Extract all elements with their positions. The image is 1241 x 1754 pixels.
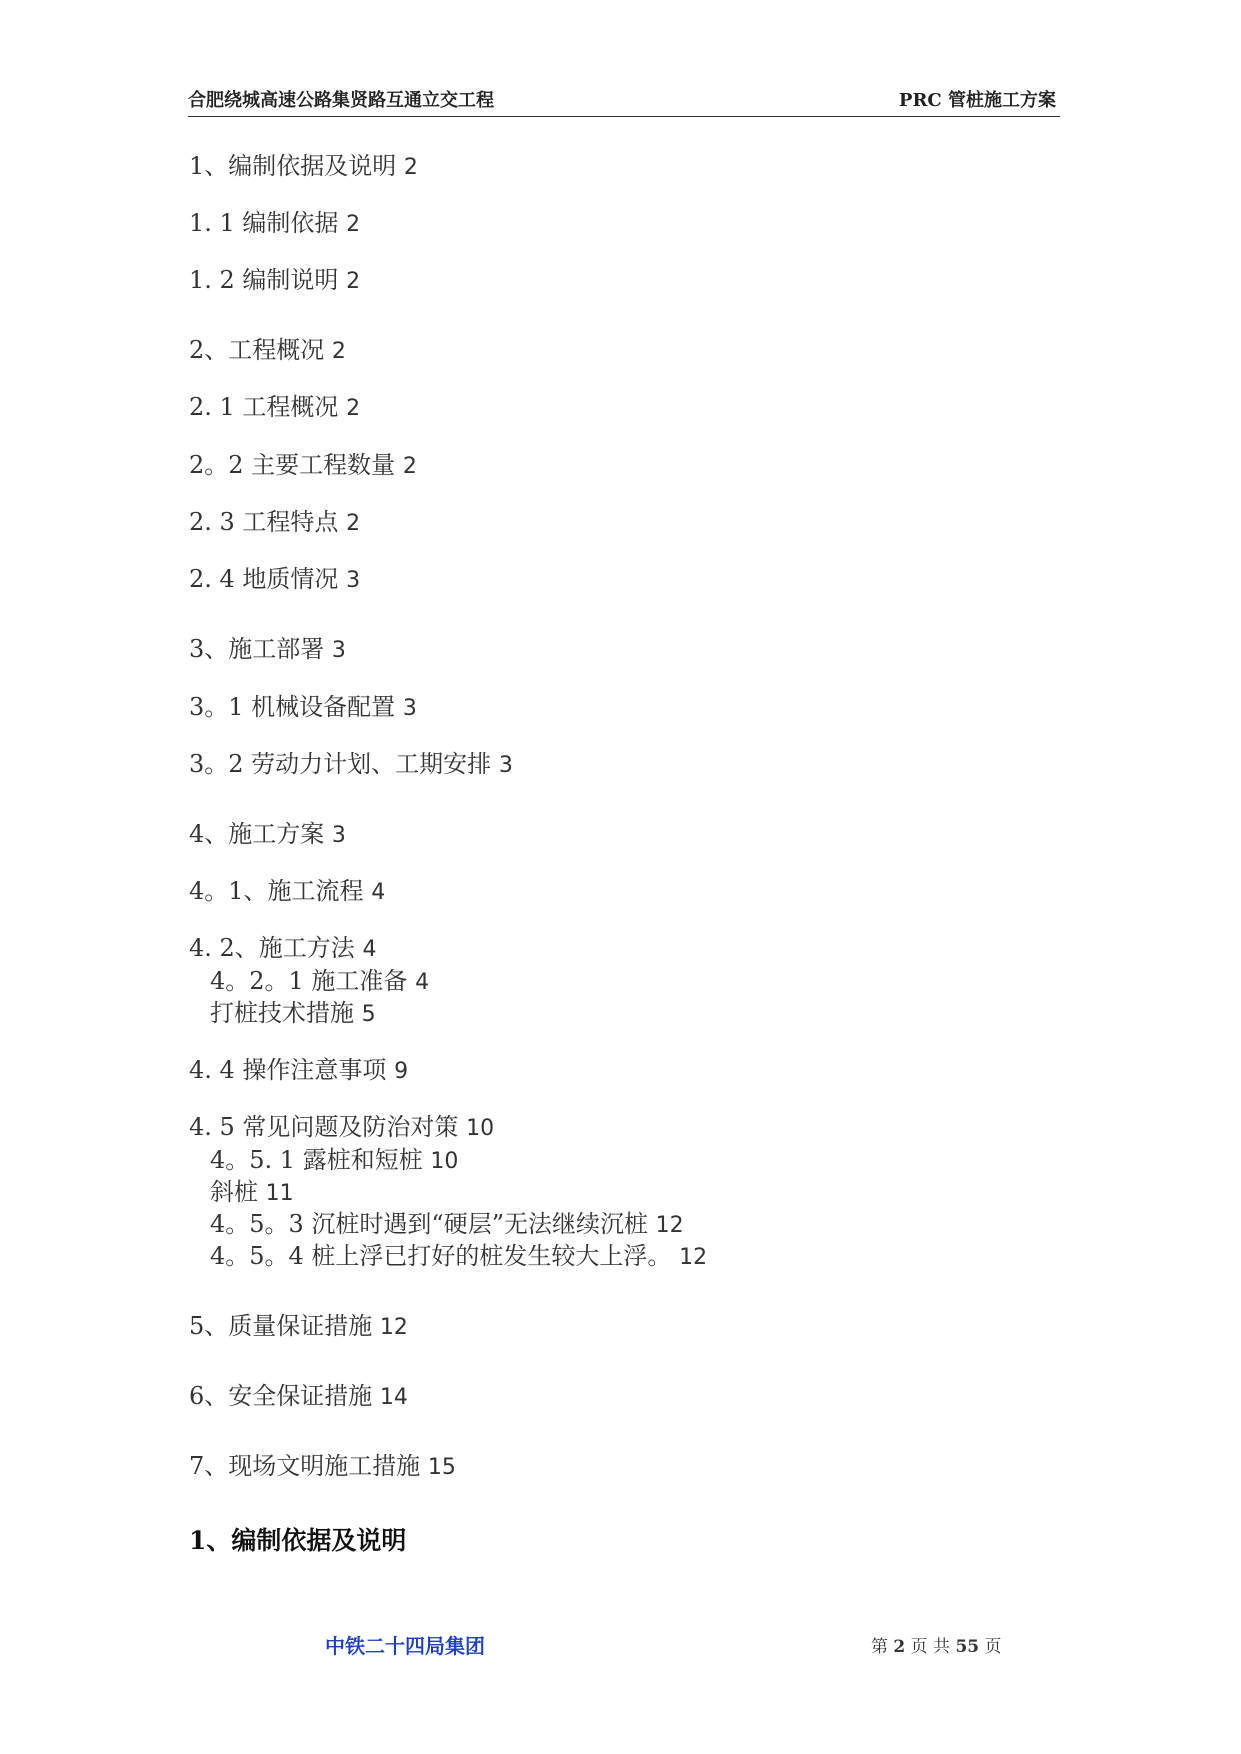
toc-item-page: 2 bbox=[402, 454, 417, 479]
toc-item-title: 7、现场文明施工措施 bbox=[189, 1452, 421, 1480]
toc-item-title: 4. 4 操作注意事项 bbox=[189, 1056, 387, 1084]
footer-current-page: 2 bbox=[893, 1637, 906, 1657]
toc-item-page: 3 bbox=[331, 638, 346, 663]
toc-item[interactable] bbox=[189, 876, 385, 908]
toc-item-page: 10 bbox=[466, 1116, 495, 1141]
toc-item[interactable] bbox=[189, 208, 360, 240]
toc-item-title: 3、施工部署 bbox=[189, 635, 325, 663]
toc-item-title: 2. 4 地质情况 bbox=[189, 565, 339, 593]
toc-item-page: 4 bbox=[415, 970, 430, 995]
toc-item[interactable] bbox=[189, 392, 360, 424]
toc-item[interactable] bbox=[189, 819, 346, 851]
toc-item-page: 12 bbox=[379, 1315, 408, 1340]
toc-item-title: 2。2 主要工程数量 bbox=[189, 451, 396, 479]
toc-item-page: 2 bbox=[331, 339, 346, 364]
toc-item-title: 4。5。4 桩上浮已打好的桩发生较大上浮。 bbox=[210, 1242, 672, 1270]
toc-item[interactable] bbox=[189, 335, 346, 367]
toc-item-title: 4。5。3 沉桩时遇到“硬层”无法继续沉桩 bbox=[210, 1210, 648, 1238]
toc-item[interactable] bbox=[189, 1112, 494, 1144]
toc-item-title: 2、工程概况 bbox=[189, 336, 325, 364]
toc-item-title: 3。1 机械设备配置 bbox=[189, 693, 396, 721]
footer-total-pages: 55 bbox=[955, 1637, 980, 1657]
footer-company: 中铁二十四局集团 bbox=[325, 1634, 485, 1658]
footer-page-suffix: 页 bbox=[984, 1637, 1002, 1657]
toc-item-title: 1. 1 编制依据 bbox=[189, 209, 339, 237]
toc-item[interactable] bbox=[189, 1381, 408, 1413]
toc-item-page: 4 bbox=[362, 937, 377, 962]
toc-item-title: 2. 1 工程概况 bbox=[189, 393, 339, 421]
toc-item[interactable] bbox=[189, 692, 417, 724]
toc-item[interactable] bbox=[210, 966, 429, 998]
footer-page-prefix: 第 bbox=[871, 1637, 888, 1657]
toc-item[interactable] bbox=[189, 507, 360, 539]
toc-item[interactable] bbox=[210, 998, 376, 1030]
toc-item[interactable] bbox=[210, 1209, 684, 1241]
toc-item[interactable] bbox=[210, 1145, 458, 1177]
toc-item-page: 11 bbox=[265, 1181, 294, 1206]
toc-item[interactable] bbox=[189, 265, 360, 297]
toc-item-page: 2 bbox=[346, 511, 361, 536]
footer-page-number bbox=[871, 1632, 1002, 1657]
toc-item-title: 5、质量保证措施 bbox=[189, 1312, 373, 1340]
header-document-title: PRC 管桩施工方案 bbox=[898, 90, 1056, 111]
toc-item-page: 3 bbox=[402, 696, 417, 721]
toc-item-title: 6、安全保证措施 bbox=[189, 1382, 373, 1410]
toc-item[interactable] bbox=[189, 634, 346, 666]
section-heading: 1、编制依据及说明 bbox=[189, 1526, 407, 1555]
toc-item[interactable] bbox=[210, 1241, 707, 1273]
toc-item[interactable] bbox=[189, 151, 418, 183]
toc-item-title: 4。2。1 施工准备 bbox=[210, 967, 408, 995]
toc-item-page: 2 bbox=[346, 396, 361, 421]
footer-page-mid: 页 共 bbox=[910, 1637, 951, 1657]
toc-item-page: 3 bbox=[346, 568, 361, 593]
toc-item-title: 2. 3 工程特点 bbox=[189, 508, 339, 536]
toc-item[interactable] bbox=[189, 564, 360, 596]
toc-item-title: 4. 2、施工方法 bbox=[189, 934, 355, 962]
toc-item-page: 3 bbox=[498, 753, 513, 778]
toc-item-page: 12 bbox=[655, 1213, 684, 1238]
toc-item-title: 4. 5 常见问题及防治对策 bbox=[189, 1113, 459, 1141]
header-project-title: 合肥绕城高速公路集贤路互通立交工程 bbox=[188, 90, 494, 111]
toc-item[interactable] bbox=[189, 933, 376, 965]
toc-item-title: 斜桩 bbox=[210, 1178, 258, 1206]
toc-item-page: 9 bbox=[394, 1059, 409, 1084]
toc-item-page: 2 bbox=[346, 269, 361, 294]
toc-item-title: 1. 2 编制说明 bbox=[189, 266, 339, 294]
toc-item[interactable] bbox=[189, 450, 417, 482]
toc-item-title: 1、编制依据及说明 bbox=[189, 152, 397, 180]
toc-item-page: 2 bbox=[403, 155, 418, 180]
toc-item-page: 14 bbox=[379, 1385, 408, 1410]
toc-item-title: 4。1、施工流程 bbox=[189, 877, 364, 905]
toc-item-title: 打桩技术措施 bbox=[210, 999, 354, 1027]
toc-item-page: 2 bbox=[346, 212, 361, 237]
toc-item[interactable] bbox=[189, 1055, 408, 1087]
toc-item-page: 3 bbox=[331, 823, 346, 848]
toc-item-title: 4、施工方案 bbox=[189, 820, 325, 848]
toc-item-page: 12 bbox=[679, 1245, 708, 1270]
toc-item[interactable] bbox=[210, 1177, 294, 1209]
toc-item-page: 10 bbox=[430, 1149, 459, 1174]
toc-item-page: 5 bbox=[361, 1002, 376, 1027]
toc-item[interactable] bbox=[189, 1311, 408, 1343]
toc-item-page: 15 bbox=[427, 1455, 456, 1480]
toc-item-title: 3。2 劳动力计划、工期安排 bbox=[189, 750, 492, 778]
toc-item[interactable] bbox=[189, 749, 513, 781]
page-header bbox=[188, 86, 1060, 117]
toc-item-page: 4 bbox=[371, 880, 386, 905]
toc-item-title: 4。5. 1 露桩和短桩 bbox=[210, 1146, 423, 1174]
toc-item[interactable] bbox=[189, 1451, 456, 1483]
